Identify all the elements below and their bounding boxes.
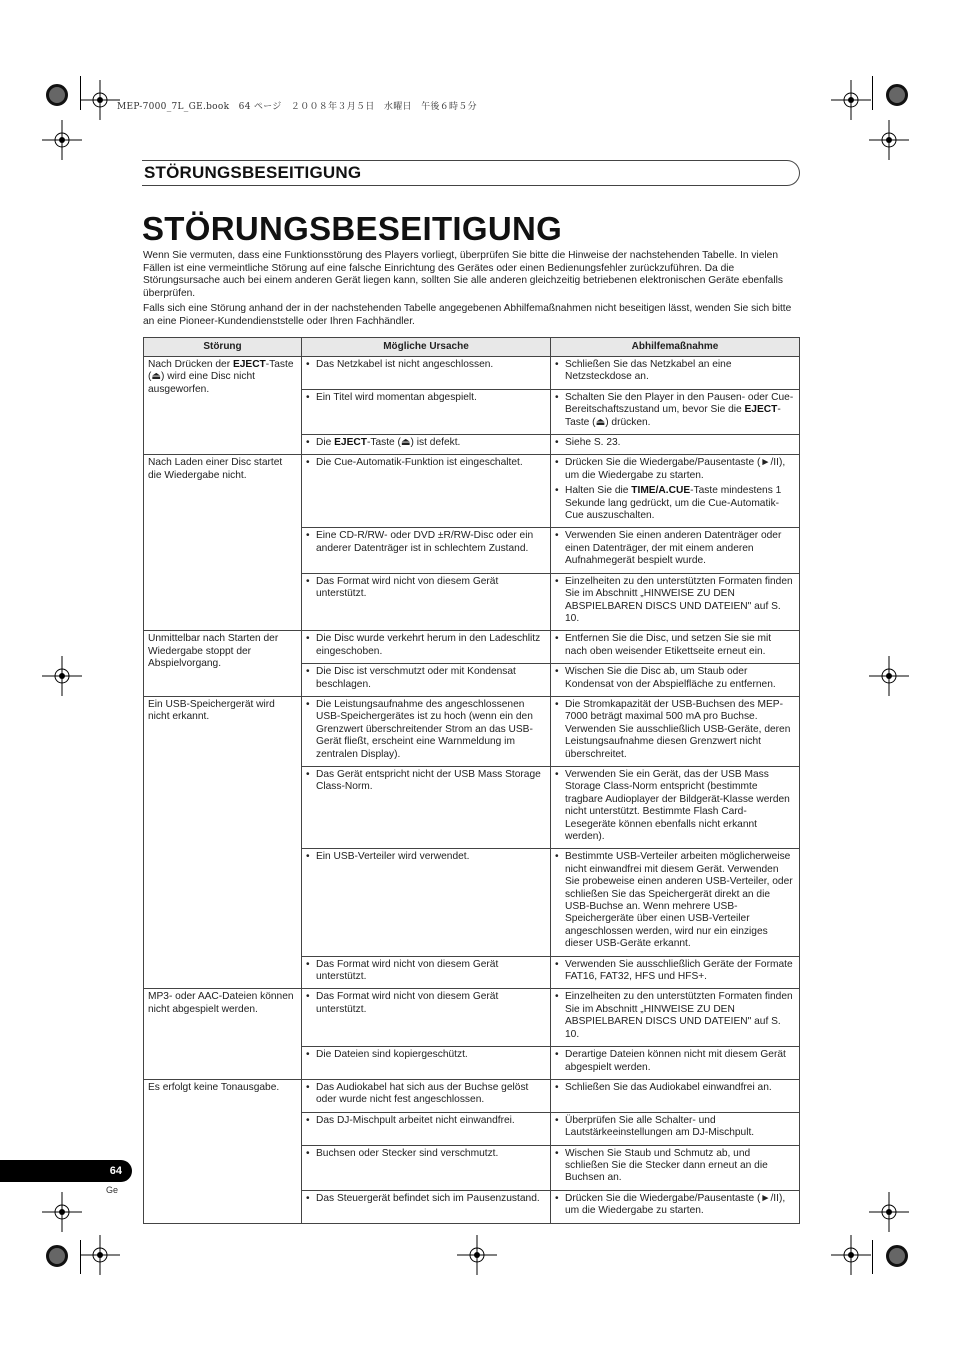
problem-cell: Es erfolgt keine Tonausgabe. [144, 1079, 302, 1223]
table-row [144, 357, 800, 390]
remedy-cell: • Wischen Sie die Disc ab, um Staub oder Kondensat von der Abspielfläche zu entfernen. [551, 664, 800, 697]
remedy-cell: • Schließen Sie das Netzkabel an eine Netzsteckdose an. [551, 357, 800, 390]
intro-text [143, 250, 803, 332]
troubleshooting-table [143, 337, 800, 1224]
cause-cell: • Buchsen oder Stecker sind verschmutzt. [302, 1145, 551, 1190]
table-row [144, 696, 800, 766]
problem-cell: Nach Laden einer Disc startet die Wiedergabe nicht. [144, 455, 302, 631]
registration-mark-icon [42, 656, 82, 696]
remedy-cell: • Einzelheiten zu den unterstützten Formaten finden Sie im Abschnitt „HINWEISE ZU DEN ABSPIELBAREN DISCS UND DATEIEN" auf S. 10. [551, 573, 800, 631]
remedy-cell: • Die Stromkapazität der USB-Buchsen des MEP-7000 beträgt maximal 500 mA pro Buchse. Verwenden Sie ausschließlich USB-Geräte, deren Leistungsaufnahme diesen Grenzwert nicht überschreitet. [551, 696, 800, 766]
cause-cell: • Das DJ-Mischpult arbeitet nicht einwandfrei. [302, 1112, 551, 1145]
registration-mark-icon [869, 120, 909, 160]
problem-cell: MP3- oder AAC-Dateien können nicht abgespielt werden. [144, 989, 302, 1079]
print-target-icon [46, 84, 68, 106]
remedy-cell: • Derartige Dateien können nicht mit diesem Gerät abgespielt werden. [551, 1047, 800, 1080]
cause-cell: • Das Netzkabel ist nicht angeschlossen. [302, 357, 551, 390]
registration-mark-icon [831, 80, 871, 120]
table-row [144, 631, 800, 664]
page-number: 64 [109, 1165, 122, 1177]
registration-mark-icon [42, 1192, 82, 1232]
table-row [144, 989, 800, 1047]
page-title: STÖRUNGSBESEITIGUNG [142, 210, 563, 247]
remedy-cell: • Entfernen Sie die Disc, und setzen Sie sie mit nach oben weisender Etikettseite erneut ein. [551, 631, 800, 664]
cause-cell: • Die Disc wurde verkehrt herum in den Ladeschlitz eingeschoben. [302, 631, 551, 664]
print-file-info: MEP-7000_7L_GE.book 64 ページ ２００８年３月５日 水曜日 午後６時５分 [117, 102, 477, 112]
print-target-icon [46, 1245, 68, 1267]
column-header-remedy: Abhilfemaßnahme [551, 338, 800, 357]
problem-cell: Unmittelbar nach Starten der Wiedergabe stoppt der Abspielvorgang. [144, 631, 302, 697]
cause-cell: • Eine CD-R/RW- oder DVD ±R/RW-Disc oder ein anderer Datenträger ist in schlechtem Zustand. [302, 528, 551, 573]
crop-mark [80, 1240, 81, 1274]
registration-mark-icon [457, 1235, 497, 1275]
language-code: Ge [106, 1185, 119, 1195]
problem-cell: Nach Drücken der EJECT-Taste (⏏) wird eine Disc nicht ausgeworfen. [144, 357, 302, 455]
cause-cell: • Das Format wird nicht von diesem Gerät unterstützt. [302, 956, 551, 989]
remedy-cell: • Wischen Sie Staub und Schmutz ab, und schließen Sie die Stecker dann erneut an die Buchsen an. [551, 1145, 800, 1190]
cause-cell: • Die Dateien sind kopiergeschützt. [302, 1047, 551, 1080]
cause-cell: • Die Cue-Automatik-Funktion ist eingeschaltet. [302, 455, 551, 528]
column-header-problem: Störung [144, 338, 302, 357]
crop-mark [872, 76, 873, 110]
problem-cell: Ein USB-Speichergerät wird nicht erkannt. [144, 696, 302, 989]
table-header-row [144, 338, 800, 357]
table-row [144, 1079, 800, 1112]
column-header-cause: Mögliche Ursache [302, 338, 551, 357]
remedy-cell: • Bestimmte USB-Verteiler arbeiten möglicherweise nicht einwandfrei mit diesem Gerät. Verwenden Sie probeweise einen anderen USB-Verteiler, oder schließen Sie das Speichergerät direkt an die USB-Buchse an. Wenn mehrere USB-Speichergeräte über einen USB-Verteiler angeschlossen werden, wird nur ein einziges dieser USB-Geräte erkannt. [551, 849, 800, 956]
cause-cell: • Das Format wird nicht von diesem Gerät unterstützt. [302, 573, 551, 631]
table-row [144, 455, 800, 528]
print-target-icon [886, 1245, 908, 1267]
registration-mark-icon [80, 1235, 120, 1275]
remedy-cell: • Einzelheiten zu den unterstützten Formaten finden Sie im Abschnitt „HINWEISE ZU DEN ABSPIELBAREN DISCS UND DATEIEN" auf S. 10. [551, 989, 800, 1047]
remedy-cell: • Verwenden Sie ein Gerät, das der USB Mass Storage Class-Norm entspricht (bestimmte tragbare Audioplayer der Bildgerät-Klasse werden nicht unterstützt. Bestimmte Flash Card-Lesegeräte können ebenfalls nicht erkannt werden). [551, 766, 800, 848]
remedy-cell: • Schließen Sie das Audiokabel einwandfrei an. [551, 1079, 800, 1112]
crop-mark [80, 76, 81, 110]
cause-cell: • Ein USB-Verteiler wird verwendet. [302, 849, 551, 956]
cause-cell: • Ein Titel wird momentan abgespielt. [302, 389, 551, 434]
cause-cell: • Die Disc ist verschmutzt oder mit Kondensat beschlagen. [302, 664, 551, 697]
registration-mark-icon [80, 80, 120, 120]
intro-paragraph-1: Wenn Sie vermuten, dass eine Funktionsstörung des Players vorliegt, überprüfen Sie bitte die Hinweise der nachstehenden Tabelle. In vielen Fällen ist eine vermeintliche Störung auf eine falsche Einrichtung des Gerätes oder einen Bedienungsfehler zurückzuführen. Da die Störungsursache auch bei einem anderen Gerät liegen kann, sollten Sie alle anderen gleichzeitig betriebenen elektronischen Geräte ebenfalls überprüfen. [143, 250, 783, 299]
remedy-cell: • Verwenden Sie ausschließlich Geräte der Formate FAT16, FAT32, HFS und HFS+. [551, 956, 800, 989]
cause-cell: • Die EJECT-Taste (⏏) ist defekt. [302, 435, 551, 455]
cause-cell: • Die Leistungsaufnahme des angeschlossenen USB-Speichergerätes ist zu hoch (wenn ein den Grenzwert überschreitender Strom an das USB-Gerät fließt, erscheint eine Warnmeldung im zentralen Display). [302, 696, 551, 766]
section-header-title: STÖRUNGSBESEITIGUNG [144, 163, 362, 182]
remedy-cell: • Siehe S. 23. [551, 435, 800, 455]
intro-paragraph-2: Falls sich eine Störung anhand der in der nachstehenden Tabelle angegebenen Abhilfemaßnahmen nicht beseitigen lässt, wenden Sie sich bitte an eine Pioneer-Kundendienststelle oder Ihren Fachhändler. [143, 303, 792, 327]
crop-mark [872, 1240, 873, 1274]
remedy-cell: • Drücken Sie die Wiedergabe/Pausentaste (►/II), um die Wiedergabe zu starten. [551, 1190, 800, 1223]
cause-cell: • Das Gerät entspricht nicht der USB Mass Storage Class-Norm. [302, 766, 551, 848]
registration-mark-icon [869, 1192, 909, 1232]
cause-cell: • Das Steuergerät befindet sich im Pausenzustand. [302, 1190, 551, 1223]
remedy-cell: • Verwenden Sie einen anderen Datenträger oder einen Datenträger, der mit einem anderen Aufnahmegerät bespielt wurde. [551, 528, 800, 573]
print-target-icon [886, 84, 908, 106]
registration-mark-icon [831, 1235, 871, 1275]
cause-cell: • Das Format wird nicht von diesem Gerät unterstützt. [302, 989, 551, 1047]
registration-mark-icon [869, 656, 909, 696]
registration-mark-icon [42, 120, 82, 160]
remedy-cell: • Drücken Sie die Wiedergabe/Pausentaste (►/II), um die Wiedergabe zu starten. • Halten Sie die TIME/A.CUE-Taste mindestens 1 Sekunde lang gedrückt, um die Cue-Automatik-Cue auszuschalten. [551, 455, 800, 528]
remedy-cell: • Überprüfen Sie alle Schalter- und Lautstärkeeinstellungen am DJ-Mischpult. [551, 1112, 800, 1145]
remedy-cell: • Schalten Sie den Player in den Pausen- oder Cue-Bereitschaftszustand um, bevor Sie die EJECT-Taste (⏏) drücken. [551, 389, 800, 434]
cause-cell: • Das Audiokabel hat sich aus der Buchse gelöst oder wurde nicht fest angeschlossen. [302, 1079, 551, 1112]
